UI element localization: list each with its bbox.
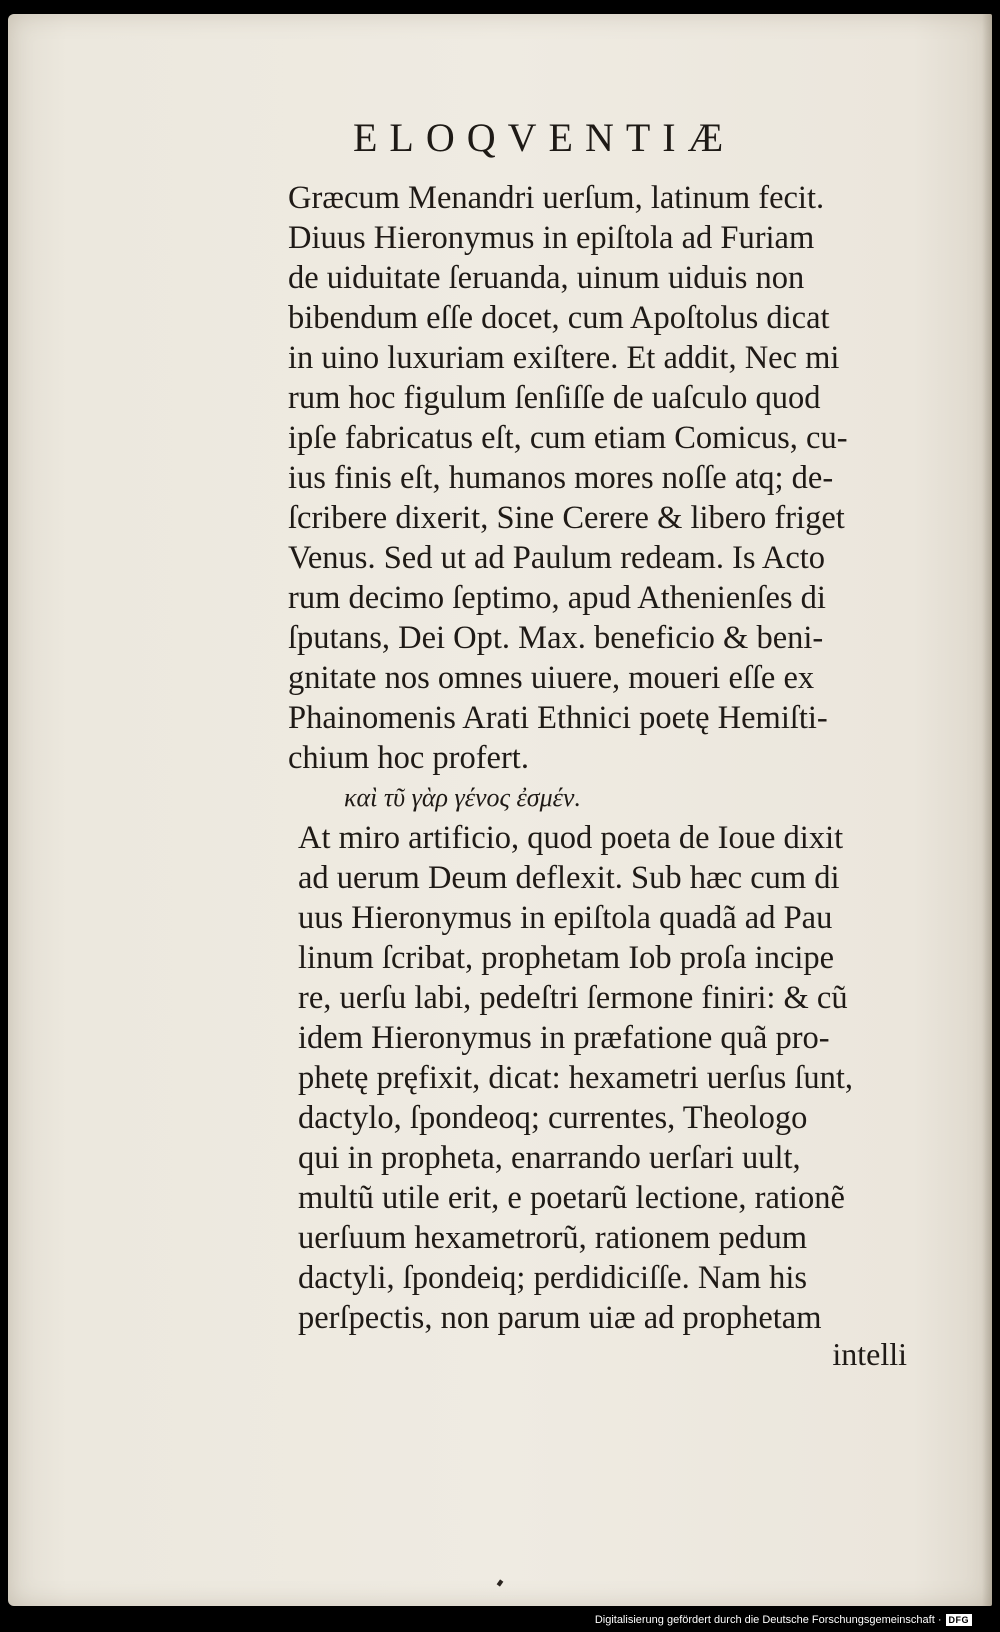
funding-credit: Digitalisierung gefördert durch die Deutsche Forschungsgemeinschaft · [594, 1614, 942, 1626]
text-line: Phainomenis Arati Ethnici poetę Hemiſti- [288, 700, 828, 736]
text-line: rum hoc figulum ſenſiſſe de uaſculo quod [288, 380, 821, 416]
text-line: ius finis eſt, humanos mores noſſe atq; de- [288, 460, 834, 496]
text-line: bibendum eſſe docet, cum Apoſtolus dicat [288, 300, 830, 336]
text-line: re, uerſu labi, pedeſtri ſermone finiri: & cũ [298, 980, 848, 1016]
text-line: linum ſcribat, prophetam Iob proſa incipe [298, 940, 835, 976]
text-line: Græcum Menandri uerſum, latinum fecit. [288, 180, 825, 216]
text-line: ad uerum Deum deflexit. Sub hæc cum di [298, 860, 840, 896]
main-text-block [288, 178, 958, 1338]
text-line: uus Hieronymus in epiſtola quadã ad Pau [298, 900, 833, 936]
dfg-logo-icon: DFG [946, 1614, 973, 1626]
text-line: ipſe fabricatus eſt, cum etiam Comicus, cu- [288, 420, 848, 456]
text-line: perſpectis, non parum uiæ ad prophetam [298, 1300, 822, 1336]
text-line: dactyli, ſpondeiq; perdidiciſſe. Nam his [298, 1260, 808, 1296]
text-line: rum decimo ſeptimo, apud Athenienſes di [288, 580, 826, 616]
greek-quotation: καὶ τῦ γὰρ γένος ἐσμέν. [344, 783, 581, 812]
text-line: multũ utile erit, e poetarũ lectione, rationẽ [298, 1180, 845, 1216]
text-line: uerſuum hexametrorũ, rationem pedum [298, 1220, 808, 1256]
ink-speck [497, 1579, 504, 1586]
text-line: Diuus Hieronymus in epiſtola ad Furiam [288, 220, 815, 256]
text-line: de uiduitate ſeruanda, uinum uiduis non [288, 260, 805, 296]
text-line: dactylo, ſpondeoq; currentes, Theologo [298, 1100, 808, 1136]
book-page [8, 14, 992, 1606]
text-line: At miro artificio, quod poeta de Ioue dixit [298, 820, 844, 856]
text-line: phetę pręfixit, dicat: hexametri uerſus ſunt, [298, 1060, 854, 1096]
text-line: Venus. Sed ut ad Paulum redeam. Is Acto [288, 540, 826, 576]
text-line: ſputans, Dei Opt. Max. beneficio & beni- [288, 620, 824, 656]
running-header: ELOQVENTIÆ [353, 115, 736, 160]
text-line: idem Hieronymus in præfatione quã pro- [298, 1020, 830, 1056]
text-line: chium hoc profert. [288, 740, 529, 776]
text-line: ſcribere dixerit, Sine Cerere & libero friget [288, 500, 845, 536]
text-line: qui in propheta, enarrando uerſari uult, [298, 1140, 801, 1176]
catchword: intelli [832, 1336, 907, 1372]
digitization-footer [595, 1610, 972, 1630]
text-line: gnitate nos omnes uiuere, moueri eſſe ex [288, 660, 815, 696]
text-line: in uino luxuriam exiſtere. Et addit, Nec mi [288, 340, 840, 376]
